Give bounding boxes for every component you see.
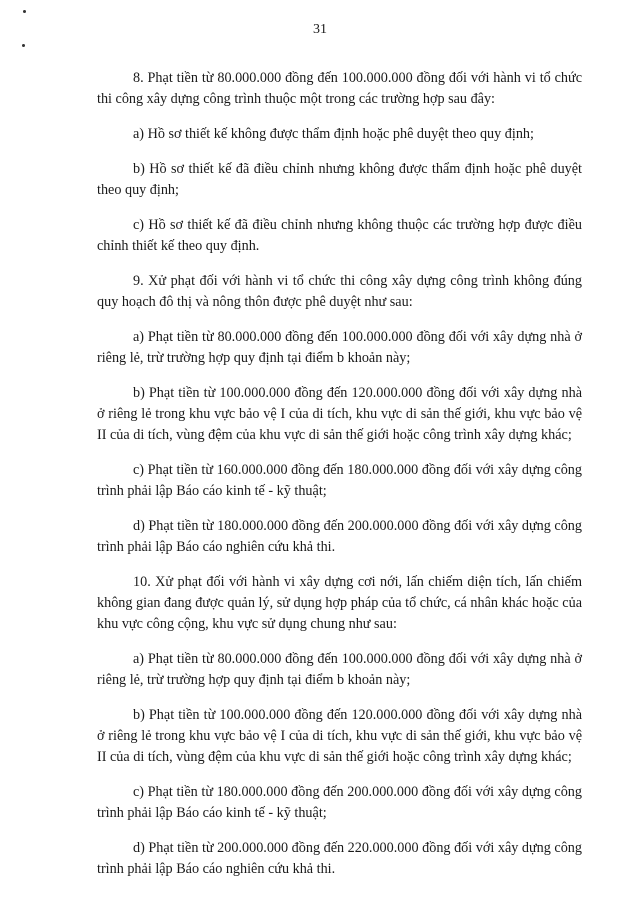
clause-9-point-a: a) Phạt tiền từ 80.000.000 đồng đến 100.000.000 đồng đối với xây dựng nhà ở riêng lẻ, trừ trường hợp quy định tại điểm b khoản này; — [97, 329, 582, 366]
clause-9-point-d: d) Phạt tiền từ 180.000.000 đồng đến 200.000.000 đồng đối với xây dựng công trình phải lập Báo cáo nghiên cứu khả thi. — [97, 518, 582, 555]
clause-10-point-a: a) Phạt tiền từ 80.000.000 đồng đến 100.000.000 đồng đối với xây dựng nhà ở riêng lẻ, trừ trường hợp quy định tại điểm b khoản này; — [97, 651, 582, 688]
page-number: 31 — [313, 22, 327, 37]
clause-10-point-d: d) Phạt tiền từ 200.000.000 đồng đến 220.000.000 đồng đối với xây dựng công trình phải lập Báo cáo nghiên cứu khả thi. — [97, 840, 582, 877]
scan-mark-top — [23, 10, 26, 13]
clause-9-point-c: c) Phạt tiền từ 160.000.000 đồng đến 180.000.000 đồng đối với xây dựng công trình phải lập Báo cáo kinh tế - kỹ thuật; — [97, 462, 582, 499]
clause-9-point-b: b) Phạt tiền từ 100.000.000 đồng đến 120.000.000 đồng đối với xây dựng nhà ở riêng lẻ trong khu vực bảo vệ I của di tích, khu vực di sản thế giới, khu vực bảo vệ II của di tích, vùng đệm của khu vực di sản thế giới hoặc công trình xây dựng khác; — [97, 385, 582, 443]
clause-8-point-a: a) Hồ sơ thiết kế không được thẩm định hoặc phê duyệt theo quy định; — [133, 126, 534, 142]
clause-9: 9. Xử phạt đối với hành vi tổ chức thi công xây dựng công trình không đúng quy hoạch đô thị và nông thôn được phê duyệt như sau: — [97, 273, 582, 310]
clause-10-point-c: c) Phạt tiền từ 180.000.000 đồng đến 200.000.000 đồng đối với xây dựng công trình phải lập Báo cáo kinh tế - kỹ thuật; — [97, 784, 582, 821]
clause-8: 8. Phạt tiền từ 80.000.000 đồng đến 100.000.000 đồng đối với hành vi tổ chức thi công xây dựng công trình thuộc một trong các trường hợp sau đây: — [97, 70, 582, 107]
clause-8-point-c: c) Hồ sơ thiết kế đã điều chỉnh nhưng không thuộc các trường hợp được điều chỉnh thiết kế theo quy định. — [97, 217, 582, 254]
clause-10-point-b: b) Phạt tiền từ 100.000.000 đồng đến 120.000.000 đồng đối với xây dựng nhà ở riêng lẻ trong khu vực bảo vệ I của di tích, khu vực di sản thế giới, khu vực bảo vệ II của di tích, vùng đệm của khu vực di sản thế giới hoặc công trình xây dựng khác; — [97, 707, 582, 765]
scan-mark-left — [22, 44, 25, 47]
document-body — [97, 68, 582, 880]
clause-10: 10. Xử phạt đối với hành vi xây dựng cơi nới, lấn chiếm diện tích, lấn chiếm không gian đang được quản lý, sử dụng hợp pháp của tổ chức, cá nhân khác hoặc của khu vực công cộng, khu vực sử dụng chung như sau: — [97, 574, 582, 632]
clause-8-point-b: b) Hồ sơ thiết kế đã điều chỉnh nhưng không được thẩm định hoặc phê duyệt theo quy định; — [97, 161, 582, 198]
